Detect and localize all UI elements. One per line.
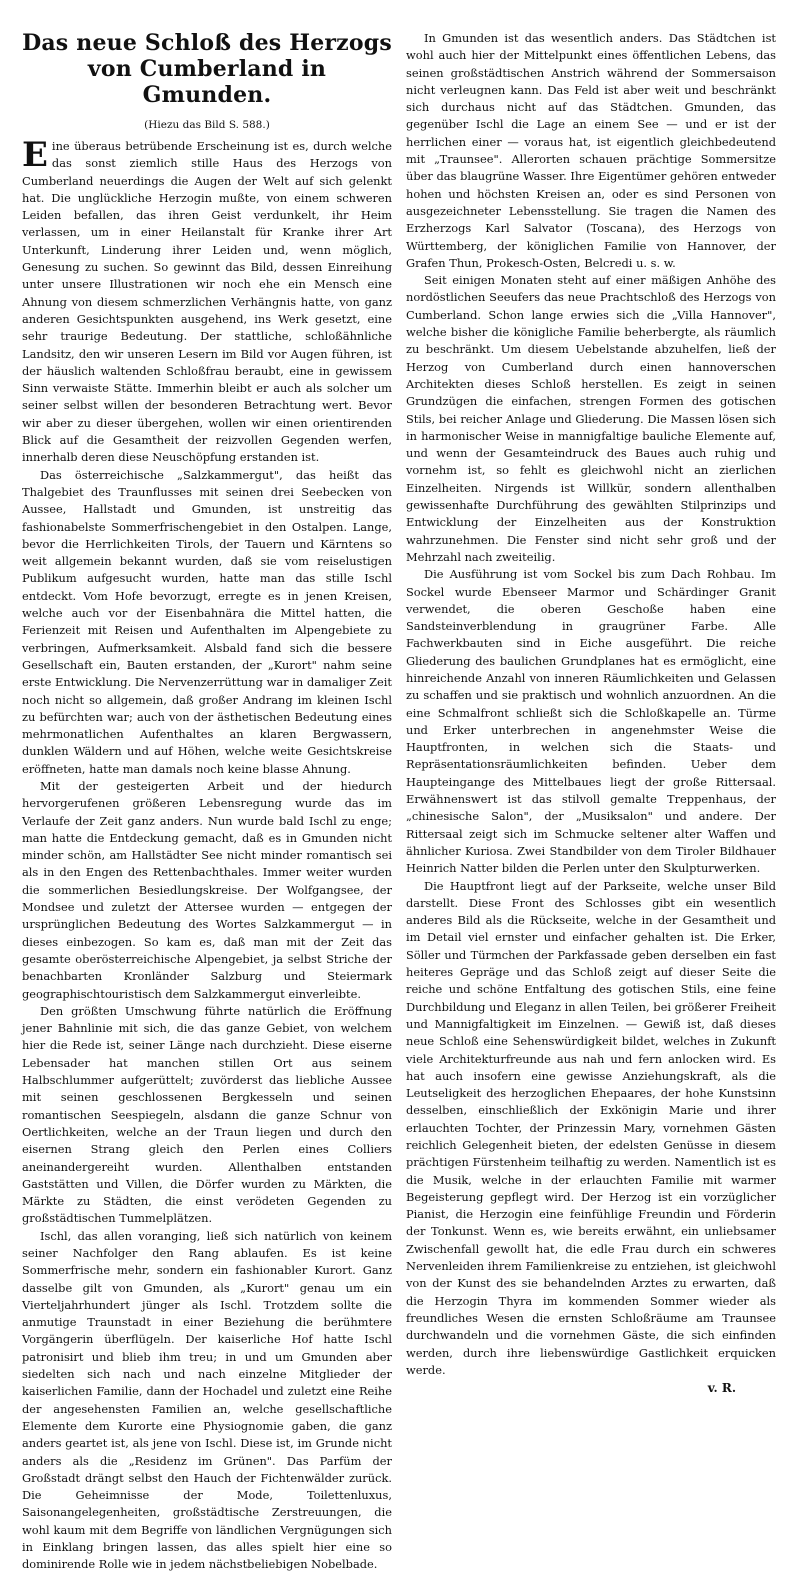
paragraph-7: Seit einigen Monaten steht auf einer mäßigen Anhöhe des nordöstlichen Seeufers das neue Prachtschloß des Herzogs von Cumberland. Schon lange erwies sich die „Villa Hannover", welche bisher die königliche Familie beherbergte, als räumlich zu beschränkt. Um diesem Uebelstande abzuhelfen, ließ der Herzog von Cumberland durch einen hannoverschen Architekten dieses Schloß herstellen. Es zeigt in seinen Grundzügen die einfachen, strengen Formen des gotischen Stils, bei reicher Anlage und Gliederung. Die Massen lösen sich in harmonischer Weise in mannigfaltige bauliche Elemente auf, und wenn der Gesamteindruck des Baues auch ruhig und vornehm ist, so fehlt es gleichwohl nicht an zierlichen Einzelheiten. Nirgends ist Willkür, sondern allenthalben gewissenhafte Durchführung des gewählten Stilprinzips und Entwicklung der Einzelheiten aus der Konstruktion wahrzunehmen. Die Fenster sind nicht sehr groß und der Mehrzahl nach zweiteilig.: [406, 273, 776, 564]
paragraph-9: Die Hauptfront liegt auf der Parkseite, welche unser Bild darstellt. Diese Front des Schlosses gibt ein wesentlich anderes Bild als die Rückseite, welche in der Gesamtheit und im Detail viel ernster und einfacher gehalten ist. Die Erker, Söller und Türmchen der Parkfassade geben derselben ein fast heiteres Gepräge und das Schloß zeigt auf dieser Seite die reiche und schöne Entfaltung des gotischen Stils, eine feine Durchbildung und Eleganz in allen Teilen, bei größerer Freiheit und Mannigfaltigkeit im Einzelnen. — Gewiß ist, daß dieses neue Schloß eine Sehenswürdigkeit bildet, welches in Zukunft viele Architekturfreunde aus nah und fern anlocken wird. Es hat auch insofern eine gewisse Anziehungskraft, als die Leutseligkeit des herzoglichen Ehepaares, der hohe Kunstsinn desselben, einschließlich der Exkönigin Marie und ihrer erlauchten Tochter, der Prinzessin Mary, vornehmen Gästen reichlich Gelegenheit bieten, der edelsten Genüsse in diesem prächtigen Fürstenheim teilhaftig zu werden. Namentlich ist es die Musik, welche in der erlauchten Familie mit warmer Begeisterung gepflegt wird. Der Herzog ist ein vorzüglicher Pianist, die Herzogin eine feinfühlige Freundin und Förderin der Tonkunst. Wenn es, wie bereits erwähnt, ein unliebsamer Zwischenfall gewollt hat, die edle Frau durch ein schweres Nervenleiden ihrem Familienkreise zu entziehen, ist gleichwohl von der Kunst des sie behandelnden Arztes zu erwarten, daß die Herzogin Thyra im kommenden Sommer wieder als freundliches Wesen die ernsten Schloßräume am Traunsee durchwandeln und die vornehmen Gäste, die sich einfinden werden, durch ihre liebenswürdige Gastlichkeit erquicken werde.: [406, 878, 776, 1377]
paragraph-3: Mit der gesteigerten Arbeit und der hiedurch hervorgerufenen größeren Lebensregung wurde das im Verlaufe der Zeit ganz anders. Nun wurde bald Ischl zu enge; man hatte die Entdeckung gemacht, daß es in Gmunden nicht minder schön, am Hallstädter See nicht minder romantisch sei als in den Engen des Rettenbachthales. Immer weiter wurden die sommerlichen Besiedlungskreise. Der Wolfgangsee, der Mondsee und zuletzt der Attersee wurden — entgegen der ursprünglichen Bedeutung des Wortes Salzkammergut — in dieses einbezogen. So kam es, daß man mit der Zeit das gesamte oberösterreichische Alpengebiet, ja selbst Striche der benachbarten Kronländer Salzburg und Steiermark geographischtouristisch dem Salzkammergut einverleibte.: [22, 778, 392, 1001]
paragraph-1: [22, 135, 392, 467]
article-title: Das neue Schloß des Herzogs von Cumberland in Gmunden.: [22, 30, 392, 108]
paragraph-6: In Gmunden ist das wesentlich anders. Das Städtchen ist wohl auch hier der Mittelpunkt eines öffentlichen Lebens, das seinen großstädtischen Anstrich während der Sommersaison nicht verleugnen kann. Das Feld ist aber weit und beschränkt sich durchaus nicht auf das Städtchen. Gmunden, das gegenüber Ischl die Lage an einem See — und er ist der herrlichen einer — voraus hat, ist eigentlich gleichbedeutend mit „Traunsee". Allerorten schauen prächtige Sommersitze über das blaugrüne Wasser. Ihre Eigentümer gehören entweder hohen und höchsten Kreisen an, oder es sind Personen von ausgezeichneter Lebensstellung. Sie tragen die Namen des Erzherzogs Karl Salvator (Toscana), des Herzogs von Württemberg, der königlichen Familie von Hannover, der Grafen Thun, Prokesch-Osten, Belcredi u. s. w.: [406, 31, 776, 270]
drop-cap: E: [22, 135, 48, 175]
author-signature: v. R.: [707, 1381, 736, 1396]
left-column: [22, 30, 392, 1572]
paragraph-1-text: ine überaus betrübende Erscheinung ist es, durch welche das sonst ziemlich stille Haus des Herzogs von Cumberland neuerdings die Augen der Welt auf sich gelenkt hat. Die unglückliche Herzogin mußte, von einem schweren Leiden befallen, das ihren Geist verdunkelt, ihr Heim verlassen, um in einer Heilanstalt für Kranke ihrer Art Unterkunft, Linderung ihrer Leiden und, wenn möglich, Genesung zu suchen. So gewinnt das Bild, dessen Einreihung unter unsere Illustrationen wir noch ehe ein Mensch eine Ahnung von diesem schmerzlichen Verhängnis hatte, von ganz anderen Gesichtspunkten ausgehend, ins Werk gesetzt, eine sehr traurige Bedeutung. Der stattliche, schloßähnliche Landsitz, den wir unseren Lesern im Bild vor Augen führen, ist der häuslich waltenden Schloßfrau beraubt, eine in gewissem Sinn verwaiste Stätte. Immerhin bleibt er auch als solcher um seiner selbst willen der besonderen Betrachtung wert. Bevor wir aber zu dieser übergehen, wollen wir einen orientirenden Blick auf die Gesamtheit der reizvollen Gegenden werfen, innerhalb deren diese Neuschöpfung erstanden ist.: [22, 139, 392, 465]
paragraph-2: Das österreichische „Salzkammergut", das heißt das Thalgebiet des Traunflusses mit seinen drei Seebecken von Aussee, Hallstadt und Gmunden, ist unstreitig das fashionabelste Sommerfrischengebiet in den Ostalpen. Lange, bevor die Herrlichkeiten Tirols, der Tauern und Kärntens so weit allgemein bekannt wurden, daß sie vom reiselustigen Publikum aufgesucht wurden, hatte man das stille Ischl entdeckt. Vom Hofe bevorzugt, erregte es in jenen Kreisen, welche auch vor der Eisenbahnära die Mittel hatten, die Ferienzeit mit Reisen und Aufenthalten im Alpengebiete zu verbringen, Aufmerksamkeit. Alsbald fand sich die bessere Gesellschaft ein, Bauten erstanden, der „Kurort" nahm seine erste Entwicklung. Die Nervenzerrüttung war in damaliger Zeit noch nicht so allgemein, daß großer Andrang im kleinen Ischl zu befürchten war; auch von der ästhetischen Bedeutung eines mehrmonatlichen Aufenthaltes an klaren Bergwassern, dunklen Wäldern und auf Höhen, welche weite Gesichtskreise eröffneten, hatte man damals noch keine blasse Ahnung.: [22, 467, 392, 776]
paragraph-8: Die Ausführung ist vom Sockel bis zum Dach Rohbau. Im Sockel wurde Ebenseer Marmor und Schärdinger Granit verwendet, die oberen Geschoße haben eine Sandsteinverblendung in graugrüner Farbe. Alle Fachwerkbauten sind in Eiche ausgeführt. Die reiche Gliederung des baulichen Grundplanes hat es ermöglicht, eine hinreichende Anzahl von inneren Räumlichkeiten und Gelassen zu schaffen und sie praktisch und wohnlich anzuordnen. An die eine Schmalfront schließt sich die Schloßkapelle an. Türme und Erker unterbrechen in angenehmster Weise die Hauptfronten, in welchen sich die Staats- und Repräsentationsräumlichkeiten befinden. Ueber dem Haupteingange des Mittelbaues liegt der große Rittersaal. Erwähnenswert ist das stilvoll gemalte Treppenhaus, der „chinesische Salon", der „Musiksalon" und andere. Der Rittersaal zeigt sich im Schmucke seltener alter Waffen und ähnlicher Kuriosa. Zwei Standbilder von dem Tiroler Bildhauer Heinrich Natter bilden die Perlen unter den Skulpturwerken.: [406, 567, 776, 876]
paragraph-4: Den größten Umschwung führte natürlich die Eröffnung jener Bahnlinie mit sich, die das ganze Gebiet, von welchem hier die Rede ist, seiner Länge nach durchzieht. Diese eiserne Lebensader hat manchen stillen Ort aus seinem Halbschlummer aufgerüttelt; zuvörderst das liebliche Aussee mit seinen geschlossenen Bergkesseln und seinen romantischen Seespiegeln, alsdann die ganze Schnur von Oertlichkeiten, welche an der Traun liegen und durch den eisernen Strang gleich den Perlen eines Colliers aneinandergereiht wurden. Allenthalben entstanden Gaststätten und Villen, die Dörfer wurden zu Märkten, die Märkte zu Städten, die einst verödeten Gegenden zu großstädtischen Tummelplätzen.: [22, 1003, 392, 1226]
article-subtitle: (Hiezu das Bild S. 588.): [144, 119, 270, 131]
article-columns: [22, 30, 776, 1572]
paragraph-5: Ischl, das allen voranging, ließ sich natürlich von keinem seiner Nachfolger den Rang ablaufen. Es ist keine Sommerfrische mehr, sondern ein fashionabler Kurort. Ganz dasselbe gilt von Gmunden, als „Kurort" genau um ein Vierteljahrhundert jünger als Ischl. Trotzdem sollte die anmutige Traunstadt in einer Beziehung die berühmtere Vorgängerin überflügeln. Der kaiserliche Hof hatte Ischl patronisirt und blieb ihm treu; in und um Gmunden aber siedelten sich nach und nach einzelne Mitglieder der kaiserlichen Familie, dann der Hochadel und zuletzt eine Reihe der angesehensten Familien an, welche gesellschaftliche Elemente dem Kurorte eine Physiognomie gaben, die ganz anders geartet ist, als jene von Ischl. Diese ist, im Grunde nicht anders als die „Residenz im Grünen". Das Parfüm der Großstadt drängt selbst den Hauch der Fichtenwälder zurück. Die Geheimnisse der Mode, Toilettenluxus, Saisonangelegenheiten, großstädtische Zerstreuungen, die wohl kaum mit dem Begriffe von ländlichen Vergnügungen sich in Einklang bringen lassen, das alles spielt hier eine so dominirende Rolle wie in jedem nächstbeliebigen Nobelbade.: [22, 1228, 392, 1572]
right-column: [406, 30, 776, 1467]
